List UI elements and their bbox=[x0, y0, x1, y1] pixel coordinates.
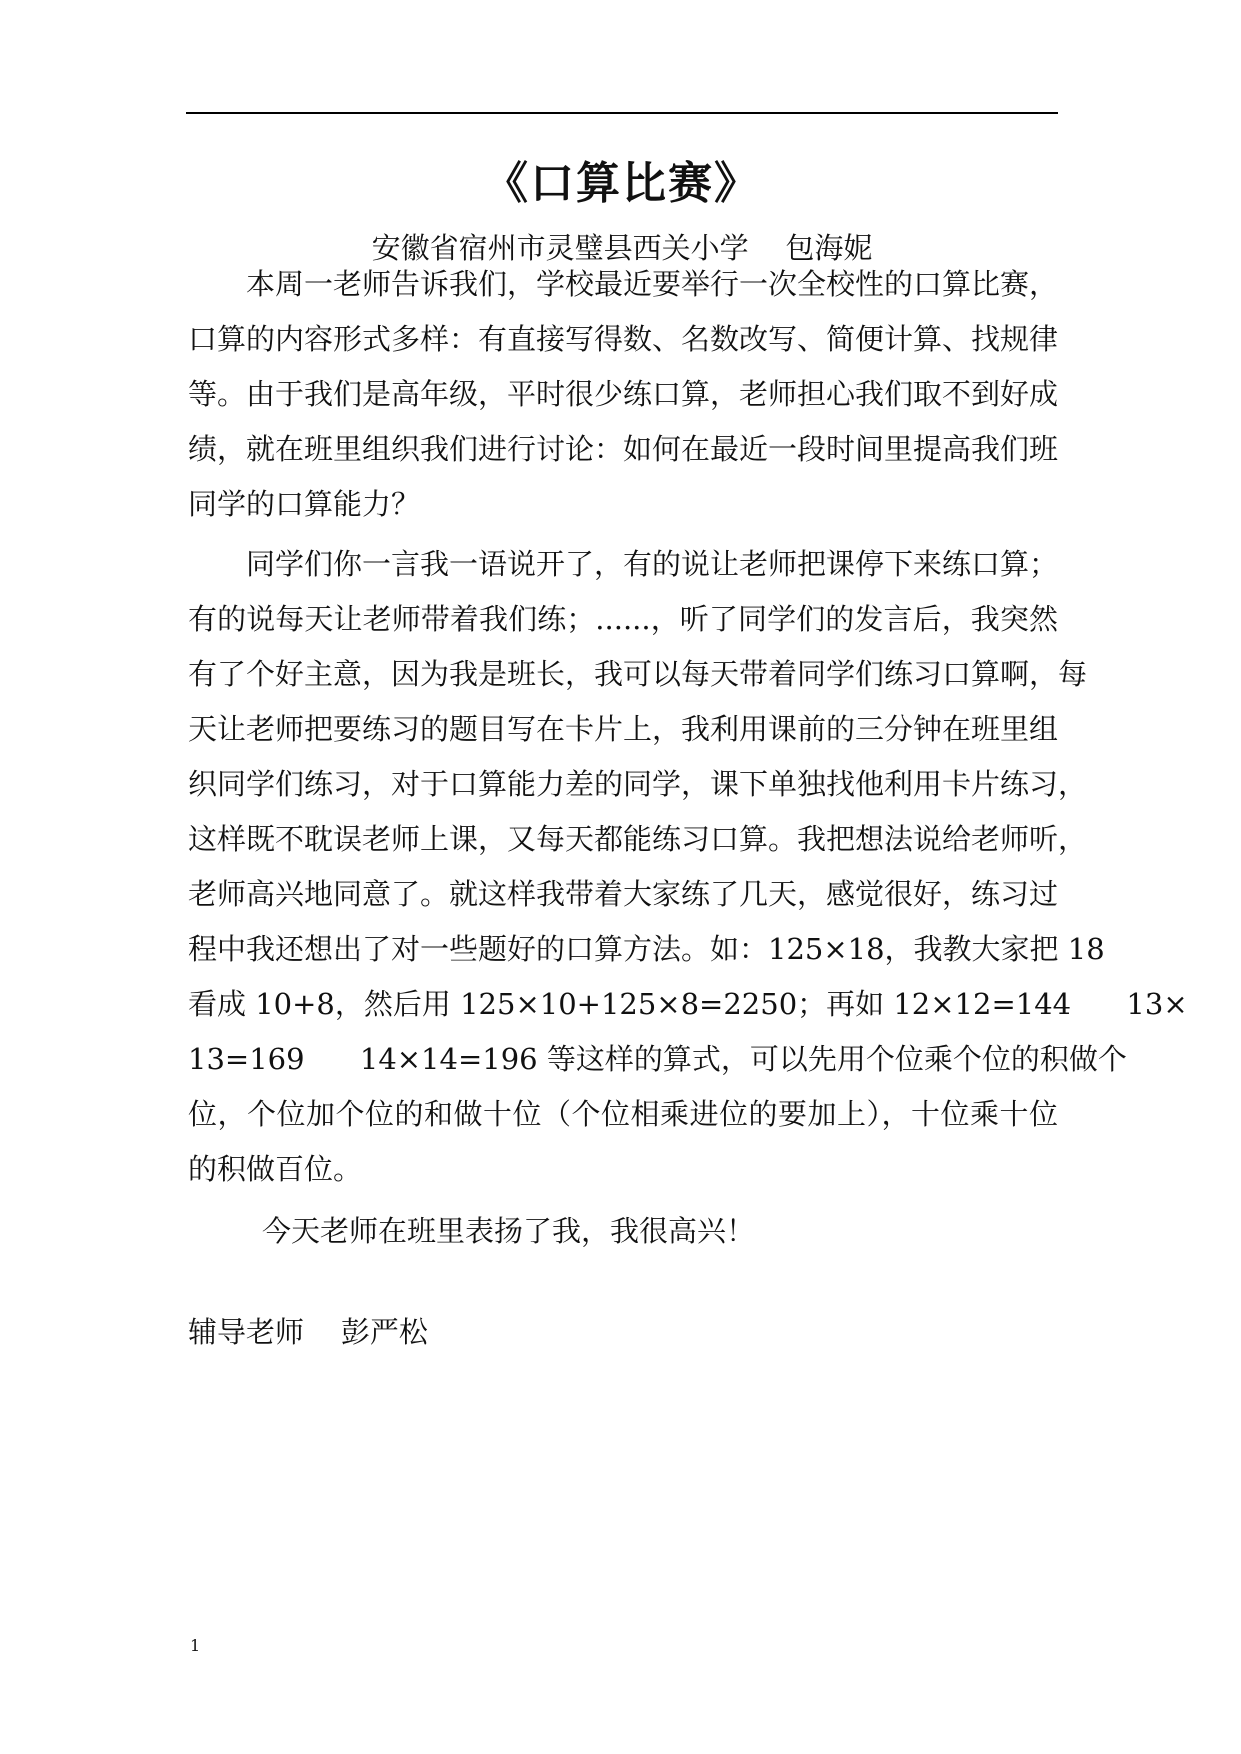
paragraph-2-line: 同学们你一言我一语说开了，有的说让老师把课停下来练口算； bbox=[246, 547, 1059, 581]
paragraph-1-line: 绩，就在班里组织我们进行讨论：如何在最近一段时间里提高我们班 bbox=[188, 432, 1059, 466]
paragraph-2-line: 的积做百位。 bbox=[188, 1152, 363, 1186]
paragraph-1-line: 同学的口算能力？ bbox=[188, 487, 421, 521]
paragraph-2-line: 天让老师把要练习的题目写在卡片上，我利用课前的三分钟在班里组 bbox=[188, 712, 1059, 746]
paragraph-2-line: 看成 10+8，然后用 125×10+125×8=2250；再如 12×12=144 13× bbox=[188, 987, 1188, 1021]
paragraph-1-line: 等。由于我们是高年级，平时很少练口算，老师担心我们取不到好成 bbox=[188, 377, 1059, 411]
page-number: 1 bbox=[190, 1636, 201, 1655]
paragraph-2-line: 老师高兴地同意了。就这样我带着大家练了几天，感觉很好，练习过 bbox=[188, 877, 1059, 911]
paragraph-2-line: 有了个好主意，因为我是班长，我可以每天带着同学们练习口算啊，每 bbox=[188, 657, 1088, 691]
paragraph-2-line: 织同学们练习，对于口算能力差的同学，课下单独找他利用卡片练习， bbox=[188, 767, 1088, 801]
author-line: 安徽省宿州市灵璧县西关小学 包海妮 bbox=[371, 231, 873, 265]
paragraph-3: 今天老师在班里表扬了我，我很高兴！ bbox=[262, 1214, 756, 1248]
paragraph-2-line: 位，个位加个位的和做十位（个位相乘进位的要加上），十位乘十位 bbox=[188, 1097, 1058, 1131]
paragraph-2-line: 13=169 14×14=196 等这样的算式，可以先用个位乘个位的积做个 bbox=[188, 1042, 1127, 1076]
header-rule bbox=[186, 112, 1058, 114]
advisor-line: 辅导老师 彭严松 bbox=[188, 1315, 428, 1349]
paragraph-2-line: 这样既不耽误老师上课，又每天都能练习口算。我把想法说给老师听， bbox=[188, 822, 1088, 856]
paragraph-2-line: 程中我还想出了对一些题好的口算方法。如：125×18，我教大家把 18 bbox=[188, 932, 1105, 966]
paragraph-1-line: 口算的内容形式多样：有直接写得数、名数改写、简便计算、找规律 bbox=[188, 322, 1059, 356]
paragraph-1-line: 本周一老师告诉我们，学校最近要举行一次全校性的口算比赛， bbox=[246, 267, 1059, 301]
document-title: 《口算比赛》 bbox=[484, 158, 760, 209]
paragraph-2-line: 有的说每天让老师带着我们练；......，听了同学们的发言后，我突然 bbox=[188, 602, 1058, 636]
